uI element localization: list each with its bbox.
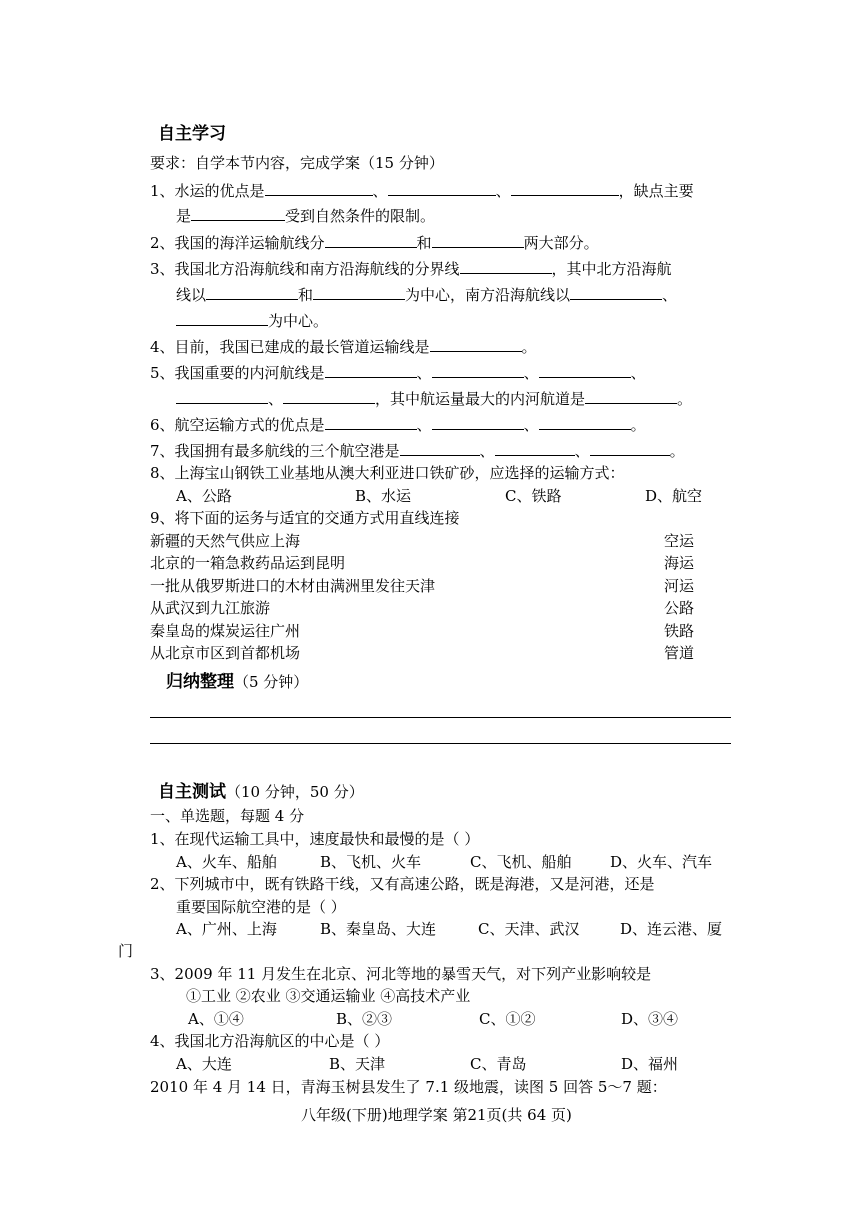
q8-option-d[interactable]: D、航空 [645,487,703,505]
matching-right-item[interactable]: 铁路 [664,622,695,640]
question-5-line-2: 、 ，其中航运量最大的内河航道是 。 [176,389,692,409]
page-footer: 八年级(下册)地理学案 第21页(共 64 页) [301,1106,572,1124]
t2-option-b[interactable]: B、秦皇岛、大连 [320,920,437,938]
question-5-line-1: 5、我国重要的内河航线是 、 、 、 [150,364,646,382]
question-3-line-2: 线以 和 为中心，南方沿海航线以 、 [176,286,678,304]
matching-left-item[interactable]: 从北京市区到首都机场 [150,644,301,662]
answer-blank[interactable] [432,415,524,430]
question-1-line-2: 是 受到自然条件的限制。 [176,207,436,225]
answer-blank[interactable] [539,363,631,378]
t4-option-a[interactable]: A、大连 [176,1055,232,1073]
answer-blank[interactable] [325,415,417,430]
test-question-3: 3、2009 年 11 月发生在北京、河北等地的暴雪天气，对下列产业影响较是 [150,965,652,983]
question-6: 6、航空运输方式的优点是 、 、 。 [150,416,646,434]
matching-left-item[interactable]: 北京的一箱急救药品运到昆明 [150,554,346,572]
answer-blank[interactable] [400,441,480,456]
question-1-line-1: 1、水运的优点是 、 、 ，缺点主要 [150,182,694,200]
answer-blank[interactable] [590,441,670,456]
t1-option-d[interactable]: D、火车、汽车 [610,853,713,871]
t4-option-b[interactable]: B、天津 [329,1055,386,1073]
q8-option-b[interactable]: B、水运 [355,487,412,505]
matching-left-item[interactable]: 一批从俄罗斯进口的木材由满洲里发往天津 [150,577,436,595]
t4-option-c[interactable]: C、青岛 [470,1055,527,1073]
t4-option-d[interactable]: D、福州 [621,1055,679,1073]
writing-line[interactable] [150,717,731,718]
section-title-summary: 归纳整理（5 分钟） [166,672,309,692]
section-title-self-study: 自主学习 [158,124,226,144]
answer-blank[interactable] [432,233,524,248]
q8-option-c[interactable]: C、铁路 [505,487,562,505]
t2-option-c[interactable]: C、天津、武汉 [478,920,580,938]
answer-blank[interactable] [325,363,417,378]
answer-blank[interactable] [388,181,496,196]
matching-right-item[interactable]: 空运 [664,532,695,550]
t2-option-d[interactable]: D、连云港、厦 [620,920,723,938]
question-2: 2、我国的海洋运输航线分 和 两大部分。 [150,234,599,252]
section-title-self-test: 自主测试（10 分钟，50 分） [158,782,364,802]
answer-blank[interactable] [206,285,298,300]
t3-option-b[interactable]: B、②③ [336,1010,393,1028]
question-4: 4、目前，我国已建成的最长管道运输线是 。 [150,338,537,356]
q8-option-a[interactable]: A、公路 [176,487,232,505]
matching-right-item[interactable]: 管道 [664,644,695,662]
answer-blank[interactable] [495,441,575,456]
test-question-1: 1、在现代运输工具中，速度最快和最慢的是（ ） [150,830,480,848]
answer-blank[interactable] [176,389,268,404]
answer-blank[interactable] [511,181,619,196]
matching-right-item[interactable]: 公路 [664,599,695,617]
answer-blank[interactable] [265,181,373,196]
answer-blank[interactable] [585,389,677,404]
test-question-2-line-1: 2、下列城市中，既有铁路干线，又有高速公路，既是海港，又是河港，还是 [150,875,655,893]
test-question-2-line-2: 重要国际航空港的是（ ） [176,898,346,916]
question-8: 8、上海宝山钢铁工业基地从澳大利亚进口铁矿砂，应选择的运输方式： [150,464,625,482]
t1-option-c[interactable]: C、飞机、船舶 [470,853,572,871]
answer-blank[interactable] [570,285,662,300]
answer-blank[interactable] [283,389,375,404]
test-question-5-intro: 2010 年 4 月 14 日，青海玉树县发生了 7.1 级地震，读图 5 回答 5～7 题： [150,1078,667,1096]
answer-blank[interactable] [432,363,524,378]
requirement-text: 要求：自学本节内容，完成学案（15 分钟） [150,154,444,172]
t2-option-a[interactable]: A、广州、上海 [176,920,277,938]
answer-blank[interactable] [176,311,268,326]
answer-blank[interactable] [191,206,285,221]
answer-blank[interactable] [539,415,631,430]
part-heading: 一、单选题，每题 4 分 [150,807,305,825]
t2-option-d-wrap: 门 [118,942,134,960]
t3-items: ①工业 ②农业 ③交通运输业 ④高技术产业 [186,987,471,1005]
matching-right-item[interactable]: 河运 [664,577,695,595]
answer-blank[interactable] [460,259,552,274]
question-3-line-3: 为中心。 [176,311,328,331]
t1-option-b[interactable]: B、飞机、火车 [320,853,422,871]
answer-blank[interactable] [430,337,522,352]
answer-blank[interactable] [325,233,417,248]
test-question-4: 4、我国北方沿海航区的中心是（ ） [150,1032,390,1050]
matching-left-item[interactable]: 秦皇岛的煤炭运往广州 [150,622,301,640]
question-3-line-1: 3、我国北方沿海航线和南方沿海航线的分界线 ，其中北方沿海航 [150,260,672,278]
answer-blank[interactable] [313,285,405,300]
t3-option-d[interactable]: D、③④ [621,1010,679,1028]
question-9: 9、将下面的运务与适宜的交通方式用直线连接 [150,509,460,527]
t3-option-c[interactable]: C、①② [479,1010,536,1028]
question-7: 7、我国拥有最多航线的三个航空港是 、 、 。 [150,442,685,460]
writing-line[interactable] [150,743,731,744]
matching-left-item[interactable]: 新疆的天然气供应上海 [150,532,301,550]
t3-option-a[interactable]: A、①④ [188,1010,244,1028]
matching-right-item[interactable]: 海运 [664,554,695,572]
matching-left-item[interactable]: 从武汉到九江旅游 [150,599,271,617]
t1-option-a[interactable]: A、火车、船舶 [176,853,277,871]
